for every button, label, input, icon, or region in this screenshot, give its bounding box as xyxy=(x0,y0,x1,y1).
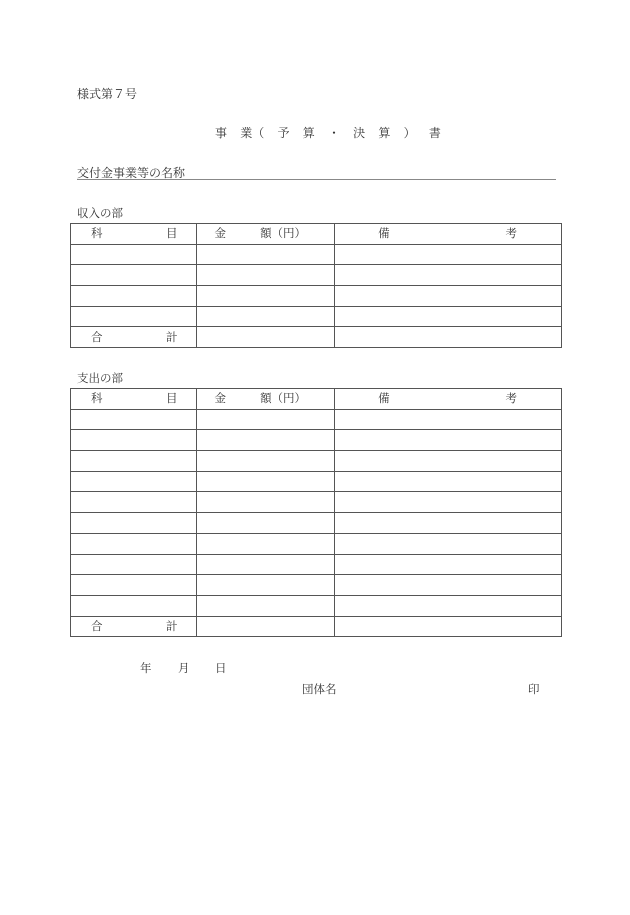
table-row xyxy=(71,430,562,451)
organization-label: 団体名 xyxy=(302,682,337,696)
expense-remarks-cell[interactable] xyxy=(335,554,562,575)
income-item-cell[interactable] xyxy=(71,244,197,265)
table-row xyxy=(71,409,562,430)
income-total-amount[interactable] xyxy=(196,327,335,348)
expense-item-cell[interactable] xyxy=(71,409,197,430)
expense-item-cell[interactable] xyxy=(71,595,197,616)
income-total-remarks[interactable] xyxy=(335,327,562,348)
expense-amount-cell[interactable] xyxy=(196,492,335,513)
expense-table xyxy=(70,388,562,637)
expense-item-cell[interactable] xyxy=(71,575,197,596)
expense-section-label: 支出の部 xyxy=(77,371,123,385)
table-row xyxy=(71,492,562,513)
income-table xyxy=(70,223,562,348)
table-row xyxy=(71,286,562,307)
title-char: 事 xyxy=(215,126,228,140)
project-name-field[interactable] xyxy=(77,164,556,180)
expense-amount-cell[interactable] xyxy=(196,430,335,451)
total-label: 合 計 xyxy=(71,327,197,348)
expense-amount-cell[interactable] xyxy=(196,575,335,596)
income-item-cell[interactable] xyxy=(71,265,197,286)
table-row xyxy=(71,265,562,286)
expense-remarks-cell[interactable] xyxy=(335,513,562,534)
expense-remarks-cell[interactable] xyxy=(335,595,562,616)
expense-item-cell[interactable] xyxy=(71,513,197,534)
income-item-cell[interactable] xyxy=(71,286,197,307)
expense-amount-cell[interactable] xyxy=(196,513,335,534)
project-name-label: 交付金事業等の名称 xyxy=(77,166,186,180)
table-row xyxy=(71,533,562,554)
header-amount: 金 額（円） xyxy=(196,389,335,410)
expense-amount-cell[interactable] xyxy=(196,471,335,492)
expense-remarks-cell[interactable] xyxy=(335,533,562,554)
expense-amount-cell[interactable] xyxy=(196,595,335,616)
title-char: ・ xyxy=(327,126,340,140)
expense-item-cell[interactable] xyxy=(71,554,197,575)
table-row xyxy=(71,244,562,265)
expense-remarks-cell[interactable] xyxy=(335,409,562,430)
document-title xyxy=(215,124,441,141)
income-remarks-cell[interactable] xyxy=(335,244,562,265)
expense-remarks-cell[interactable] xyxy=(335,430,562,451)
income-item-cell[interactable] xyxy=(71,306,197,327)
table-row xyxy=(71,451,562,472)
expense-amount-cell[interactable] xyxy=(196,451,335,472)
header-item: 科 目 xyxy=(71,389,197,410)
expense-item-cell[interactable] xyxy=(71,471,197,492)
title-char: 算 xyxy=(378,126,391,140)
form-number: 様式第７号 xyxy=(77,87,138,101)
expense-amount-cell[interactable] xyxy=(196,533,335,554)
table-row xyxy=(71,513,562,534)
income-header-row xyxy=(71,224,562,245)
income-total-row xyxy=(71,327,562,348)
header-remarks: 備 考 xyxy=(335,389,562,410)
header-remarks: 備 考 xyxy=(335,224,562,245)
expense-remarks-cell[interactable] xyxy=(335,471,562,492)
title-char: ） xyxy=(403,126,416,140)
table-row xyxy=(71,306,562,327)
expense-item-cell[interactable] xyxy=(71,430,197,451)
expense-item-cell[interactable] xyxy=(71,533,197,554)
income-remarks-cell[interactable] xyxy=(335,306,562,327)
table-row xyxy=(71,575,562,596)
expense-total-amount[interactable] xyxy=(196,616,335,637)
date-year-label: 年 xyxy=(140,661,152,675)
expense-item-cell[interactable] xyxy=(71,492,197,513)
income-remarks-cell[interactable] xyxy=(335,265,562,286)
expense-total-row xyxy=(71,616,562,637)
title-char: 算 xyxy=(302,126,315,140)
header-amount: 金 額（円） xyxy=(196,224,335,245)
expense-amount-cell[interactable] xyxy=(196,554,335,575)
income-amount-cell[interactable] xyxy=(196,286,335,307)
title-char: 書 xyxy=(428,126,441,140)
expense-remarks-cell[interactable] xyxy=(335,451,562,472)
income-amount-cell[interactable] xyxy=(196,306,335,327)
income-section-label: 収入の部 xyxy=(77,206,123,220)
expense-remarks-cell[interactable] xyxy=(335,575,562,596)
title-char: 予 xyxy=(277,126,290,140)
expense-header-row xyxy=(71,389,562,410)
date-day-label: 日 xyxy=(215,661,227,675)
header-item: 科 目 xyxy=(71,224,197,245)
title-char: 業（ xyxy=(240,126,265,140)
income-amount-cell[interactable] xyxy=(196,244,335,265)
expense-remarks-cell[interactable] xyxy=(335,492,562,513)
expense-item-cell[interactable] xyxy=(71,451,197,472)
table-row xyxy=(71,554,562,575)
table-row xyxy=(71,595,562,616)
table-row xyxy=(71,471,562,492)
expense-total-remarks[interactable] xyxy=(335,616,562,637)
income-amount-cell[interactable] xyxy=(196,265,335,286)
total-label: 合 計 xyxy=(71,616,197,637)
date-month-label: 月 xyxy=(178,661,190,675)
title-char: 決 xyxy=(353,126,366,140)
expense-amount-cell[interactable] xyxy=(196,409,335,430)
seal-label: 印 xyxy=(528,682,540,696)
income-remarks-cell[interactable] xyxy=(335,286,562,307)
